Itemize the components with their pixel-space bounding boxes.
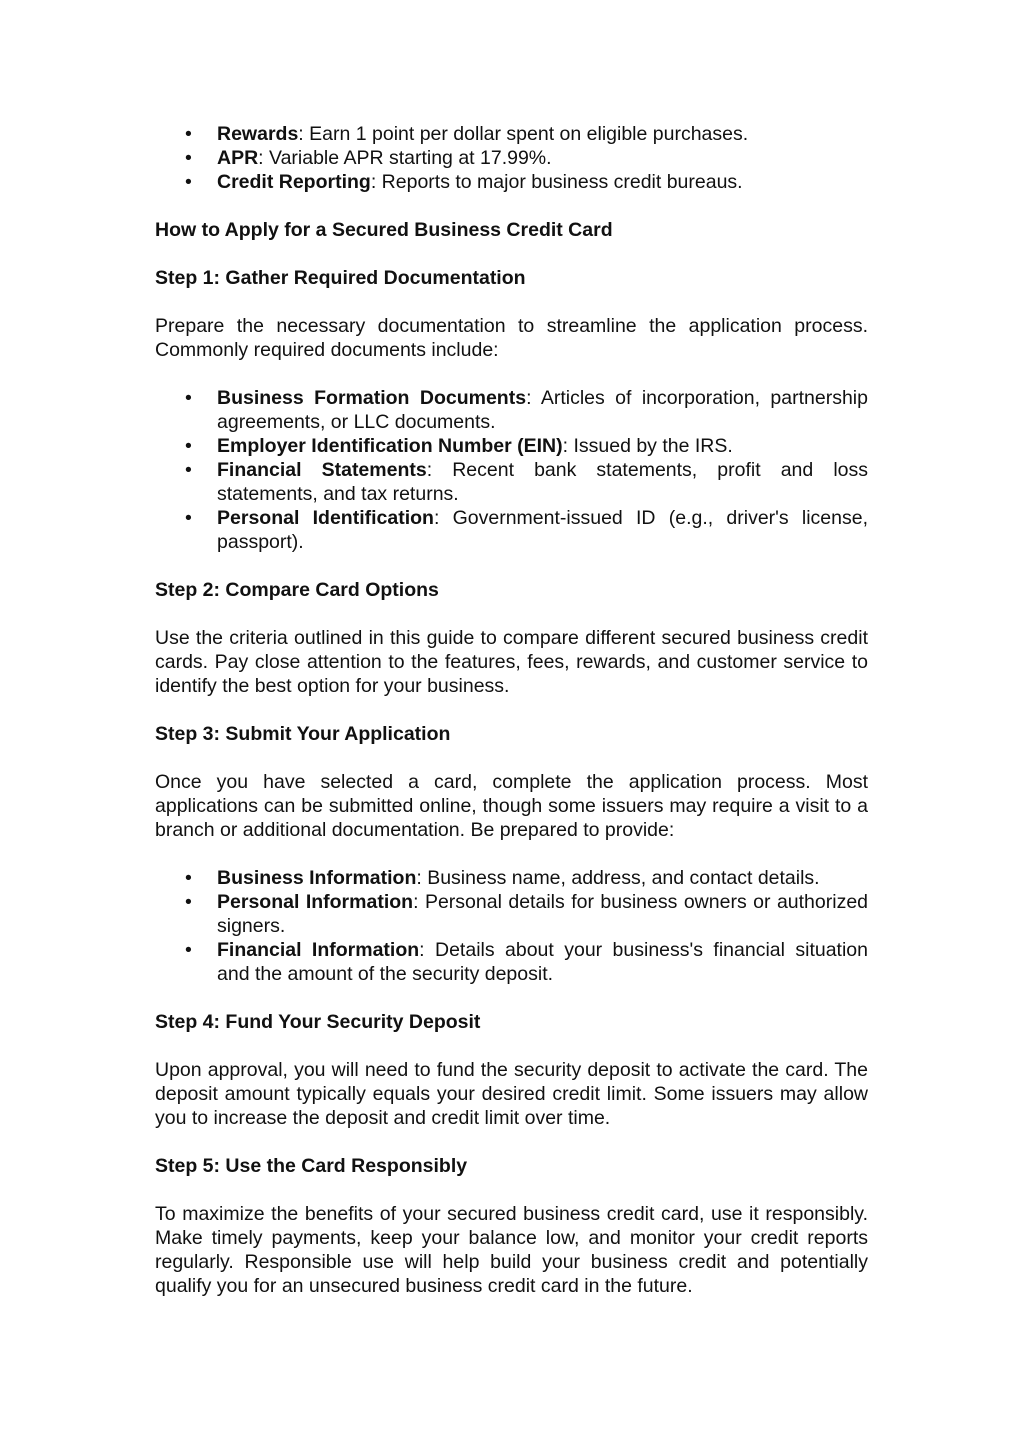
list-item-term: Financial Statements (217, 459, 427, 481)
list-item-term: Employer Identification Number (EIN) (217, 435, 563, 457)
step1-intro: Prepare the necessary documentation to streamline the application process. Commonly required documents include: (155, 315, 868, 361)
list-item (155, 386, 868, 434)
step4-body: Upon approval, you will need to fund the security deposit to activate the card. The deposit amount typically equals your desired credit limit. Some issuers may allow you to increase the deposit and credit limit over time. (155, 1059, 868, 1129)
section-title: How to Apply for a Secured Business Credit Card (155, 219, 613, 241)
step3-heading: Step 3: Submit Your Application (155, 723, 451, 745)
list-item (155, 890, 868, 938)
list-item-desc: : Business name, address, and contact details. (416, 867, 820, 889)
list-item (155, 938, 868, 986)
list-item-term: Personal Information (217, 891, 414, 913)
card-features-list (155, 122, 868, 194)
step1-documents-list (155, 386, 868, 554)
step1-heading: Step 1: Gather Required Documentation (155, 267, 526, 289)
list-item (155, 122, 868, 146)
step2-body: Use the criteria outlined in this guide to compare different secured business credit cards. Pay close attention to the features, fees, rewards, and customer service to identify the best option for your business. (155, 627, 868, 697)
list-item (155, 170, 868, 194)
document-page (155, 122, 868, 1298)
list-item (155, 506, 868, 554)
list-item-term: Credit Reporting (217, 171, 371, 193)
step2-heading: Step 2: Compare Card Options (155, 579, 439, 601)
list-item (155, 146, 868, 170)
list-item-desc: : Personal details for business owners or authorized signers. (217, 891, 869, 937)
list-item-desc: : Articles of incorporation, partnership agreements, or LLC documents. (217, 387, 868, 433)
list-item-desc: : Issued by the IRS. (562, 435, 733, 457)
list-item-term: Financial Information (217, 939, 420, 961)
list-item-term: Rewards (217, 123, 299, 145)
list-item (155, 458, 868, 506)
list-item (155, 434, 868, 458)
list-item-term: Business Information (217, 867, 417, 889)
step4-heading: Step 4: Fund Your Security Deposit (155, 1011, 481, 1033)
list-item-desc: : Recent bank statements, profit and loss statements, and tax returns. (217, 459, 868, 505)
step5-heading: Step 5: Use the Card Responsibly (155, 1155, 468, 1177)
list-item-term: APR (217, 147, 259, 169)
list-item-desc: : Earn 1 point per dollar spent on eligible purchases. (298, 123, 749, 145)
step3-info-list (155, 866, 868, 986)
step3-intro: Once you have selected a card, complete the application process. Most applications can be submitted online, though some issuers may require a visit to a branch or additional documentation. Be prepared to provide: (155, 771, 868, 841)
list-item-desc: : Reports to major business credit bureaus. (370, 171, 743, 193)
list-item-term: Personal Identification (217, 507, 434, 529)
list-item-desc: : Details about your business's financial situation and the amount of the security deposit. (217, 939, 868, 985)
list-item-desc: : Variable APR starting at 17.99%. (258, 147, 552, 169)
list-item (155, 866, 868, 890)
list-item-desc: : Government-issued ID (e.g., driver's license, passport). (217, 507, 869, 553)
step5-body: To maximize the benefits of your secured business credit card, use it responsibly. Make timely payments, keep your balance low, and monitor your credit reports regularly. Responsible use will help build your business credit and potentially qualify you for an unsecured business credit card in the future. (155, 1203, 868, 1297)
list-item-term: Business Formation Documents (217, 387, 527, 409)
